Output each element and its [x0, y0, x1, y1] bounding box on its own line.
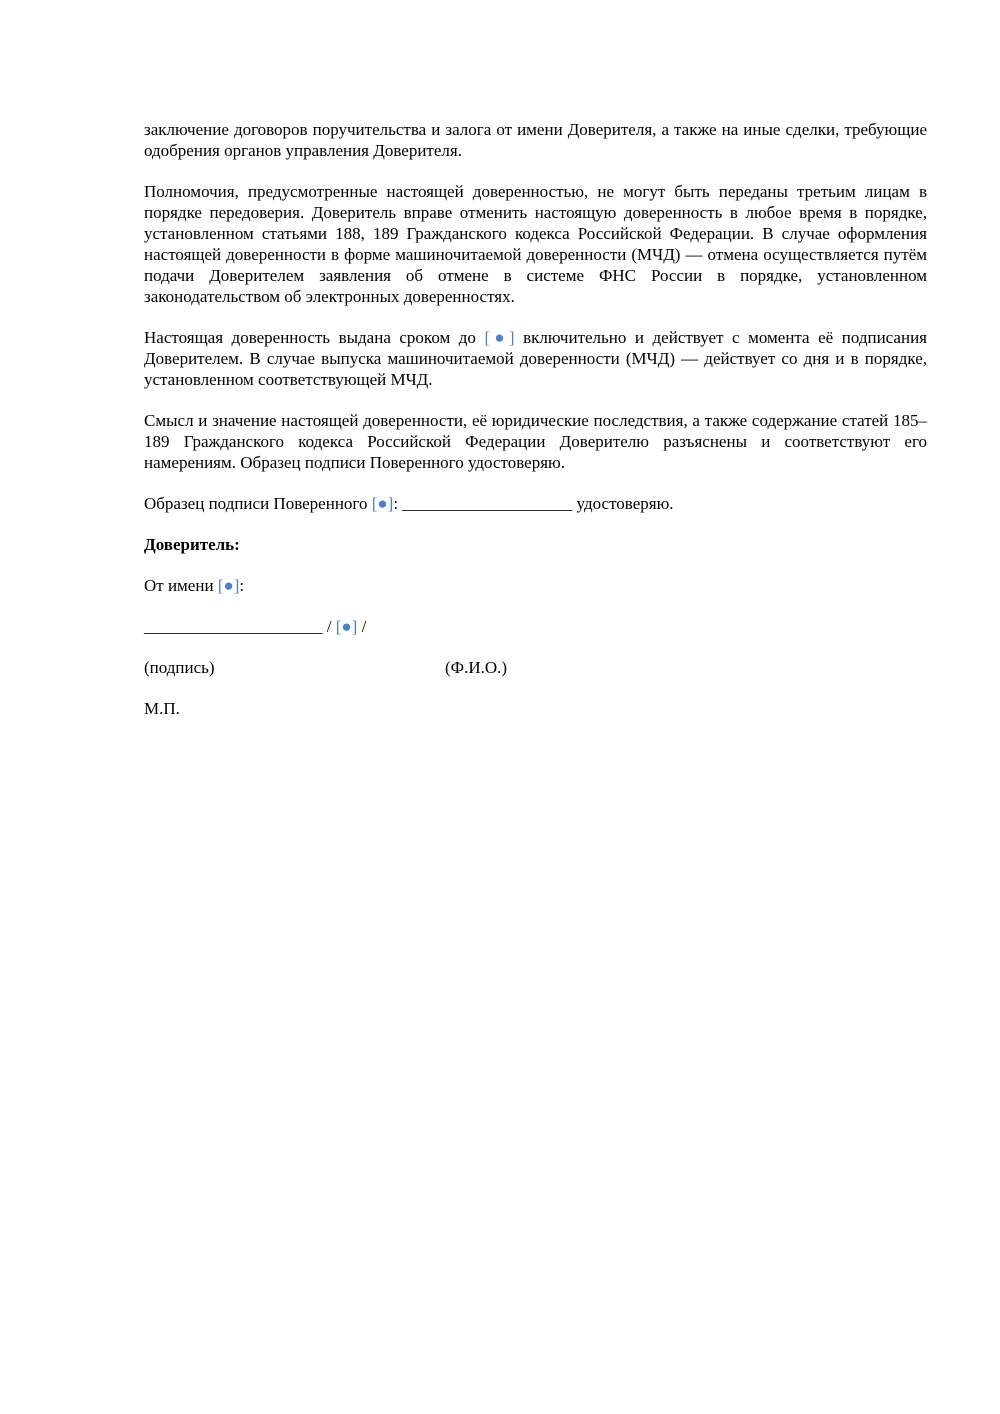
term-date-placeholder: [●]: [484, 328, 515, 347]
principal-heading: Доверитель:: [144, 535, 240, 554]
term-text-after: включительно и действует с момента её подписания Доверителем. В случае выпуска машиночитаемой доверенности (МЧД) — действует со дня и в порядке, установленном соответствующей МЧД.: [144, 328, 927, 389]
attorney-name-placeholder: [●]: [371, 494, 394, 513]
signature-line-end: /: [357, 617, 367, 636]
on-behalf-text-after: :: [239, 576, 245, 595]
paragraph-suretyship-pledge: заключение договоров поручительства и залога от имени Доверителя, а также на иные сделки, требующие одобрения органов управления Доверителя.: [144, 120, 927, 160]
signature-caption: (подпись): [144, 658, 215, 677]
principal-name-placeholder: [●]: [217, 576, 240, 595]
on-behalf-text-before: От имени: [144, 576, 218, 595]
paragraph-powers-revocation: Полномочия, предусмотренные настоящей доверенностью, не могут быть переданы третьим лицам в порядке передоверия. Доверитель вправе отменить настоящую доверенность в любое время в порядке, установленном статьями 188, 189 Гражданского кодекса Российской Федерации. В случае оформления настоящей доверенности в форме машиночитаемой доверенности (МЧД) — отмена осуществляется путём подачи Доверителем заявления об отмене в системе ФНС России в порядке, установленном законодательством об электронных доверенностях.: [144, 182, 927, 306]
term-text-before: Настоящая доверенность выдана сроком до: [144, 328, 485, 347]
signature-line: [144, 616, 927, 637]
signature-specimen-line: [144, 493, 927, 514]
paragraph-legal-meaning: Смысл и значение настоящей доверенности, её юридические последствия, а также содержание статей 185–189 Гражданского кодекса Российской Федерации Доверителю разъяснены и соответствуют его намерениям. Образец подписи Поверенного удостоверяю.: [144, 411, 927, 472]
on-behalf-line: [144, 575, 927, 596]
signatory-name-placeholder: [●]: [335, 617, 358, 636]
name-caption: (Ф.И.О.): [445, 658, 508, 677]
paragraph-validity-term: [144, 327, 927, 390]
signature-underline: _____________________ /: [144, 617, 336, 636]
specimen-text-after: : ____________________ удостоверяю.: [393, 494, 674, 513]
specimen-text-before: Образец подписи Поверенного: [144, 494, 372, 513]
document-body: [144, 119, 927, 739]
signature-captions: [144, 657, 927, 678]
seal-mark: М.П.: [144, 699, 180, 718]
